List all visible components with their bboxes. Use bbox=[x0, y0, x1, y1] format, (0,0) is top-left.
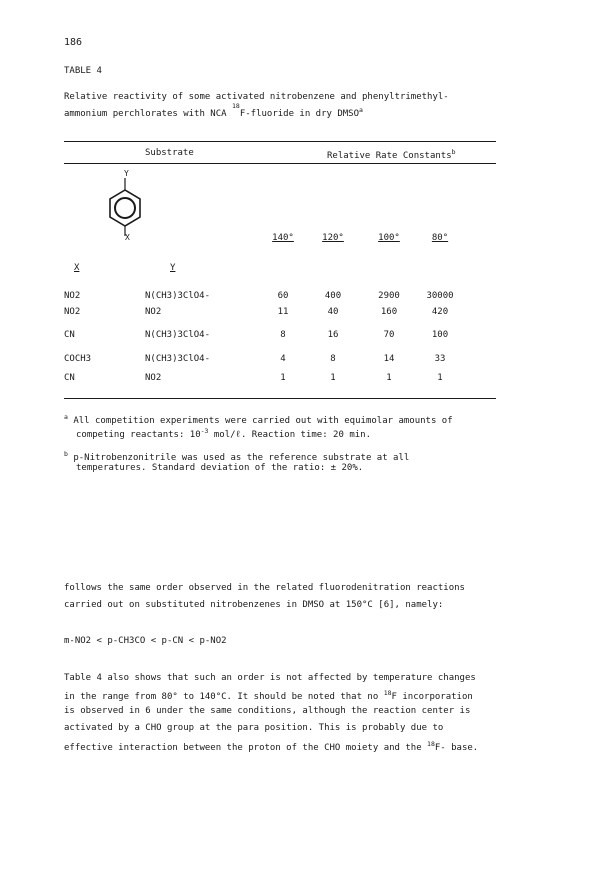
row-x-value: CN bbox=[64, 330, 75, 340]
rate-100: 70 bbox=[383, 330, 395, 340]
body-paragraph-1-line-2: carried out on substituted nitrobenzenes in DMSO at 150°C [6], namely: bbox=[64, 600, 444, 610]
row-x-value: CN bbox=[64, 373, 75, 383]
structure-x-label: X bbox=[125, 233, 130, 242]
rate-140: 8 bbox=[280, 330, 286, 340]
rate-100: 14 bbox=[383, 354, 395, 364]
table-top-rule bbox=[64, 141, 496, 142]
row-x-value: NO2 bbox=[64, 291, 81, 301]
column-y-header: Y bbox=[170, 263, 176, 273]
structure-y-label: Y bbox=[124, 169, 129, 178]
rate-120: 16 bbox=[327, 330, 339, 340]
header-relative-rate: Relative Rate Constants$^b$ bbox=[327, 148, 456, 161]
rate-100: 2900 bbox=[378, 291, 400, 301]
rate-80: 420 bbox=[431, 307, 449, 317]
row-y-value: N(CH3)3ClO4- bbox=[145, 354, 211, 364]
rate-140: 1 bbox=[280, 373, 286, 383]
temp-header-140: 140° bbox=[272, 233, 294, 243]
footnote-a-line-1: $^a$ All competition experiments were carried out with equimolar amounts of bbox=[64, 413, 453, 426]
row-y-value: N(CH3)3ClO4- bbox=[145, 330, 211, 340]
row-y-value: NO2 bbox=[145, 307, 162, 317]
footnote-b-line-1: $^b$ p-Nitrobenzonitrile was used as the reference substrate at all bbox=[64, 450, 410, 463]
rate-80: 30000 bbox=[426, 291, 454, 301]
table-label: TABLE 4 bbox=[64, 66, 102, 76]
row-x-value: NO2 bbox=[64, 307, 81, 317]
isotope-superscript: 18 bbox=[231, 102, 240, 110]
rate-120: 8 bbox=[330, 354, 336, 364]
row-x-value: COCH3 bbox=[64, 354, 92, 364]
rate-120: 400 bbox=[324, 291, 342, 301]
rate-80: 1 bbox=[437, 373, 443, 383]
footnote-b-line-2: temperatures. Standard deviation of the ratio: ± 20%. bbox=[76, 463, 364, 473]
temp-header-80: 80° bbox=[431, 233, 449, 243]
table-caption-line-2: ammonium perchlorates with NCA $^{18}$F-fluoride in dry DMSO$^a$ bbox=[64, 102, 363, 119]
row-y-value: N(CH3)3ClO4- bbox=[145, 291, 211, 301]
body-paragraph-2-line-5: effective interaction between the proton of the CHO moiety and the $^{18}$F- base. bbox=[64, 740, 479, 753]
table-bottom-rule bbox=[64, 398, 496, 399]
footnote-a-line-2: competing reactants: $10^{-3}$ mol/ℓ. Reaction time: 20 min. bbox=[76, 427, 371, 440]
temp-header-100: 100° bbox=[378, 233, 400, 243]
table-caption-line-1: Relative reactivity of some activated nitrobenzene and phenyltrimethyl- bbox=[64, 92, 449, 102]
body-paragraph-2-line-1: Table 4 also shows that such an order is not affected by temperature changes bbox=[64, 673, 476, 683]
rate-80: 100 bbox=[431, 330, 449, 340]
rate-120: 40 bbox=[327, 307, 339, 317]
body-paragraph-2-line-4: activated by a CHO group at the para position. This is probably due to bbox=[64, 723, 444, 733]
page-number: 186 bbox=[64, 37, 83, 48]
row-y-value: NO2 bbox=[145, 373, 162, 383]
rate-100: 1 bbox=[386, 373, 392, 383]
temp-header-120: 120° bbox=[322, 233, 344, 243]
body-paragraph-2-line-2: in the range from 80° to 140°C. It should be noted that no $^{18}$F incorporation bbox=[64, 689, 473, 702]
header-substrate: Substrate bbox=[145, 148, 194, 158]
rate-120: 1 bbox=[330, 373, 336, 383]
reactivity-order: m-NO2 < p-CH3CO < p-CN < p-NO2 bbox=[64, 636, 227, 646]
footnote-mark-a: a bbox=[359, 106, 363, 114]
table-header-rule bbox=[64, 163, 496, 164]
rate-100: 160 bbox=[380, 307, 398, 317]
rate-80: 33 bbox=[434, 354, 446, 364]
body-paragraph-1-line-1: follows the same order observed in the related fluorodenitration reactions bbox=[64, 583, 465, 593]
rate-140: 11 bbox=[277, 307, 289, 317]
body-paragraph-2-line-3: is observed in 6 under the same conditions, although the reaction center is bbox=[64, 706, 471, 716]
rate-140: 4 bbox=[280, 354, 286, 364]
column-x-header: X bbox=[74, 263, 80, 273]
rate-140: 60 bbox=[277, 291, 289, 301]
